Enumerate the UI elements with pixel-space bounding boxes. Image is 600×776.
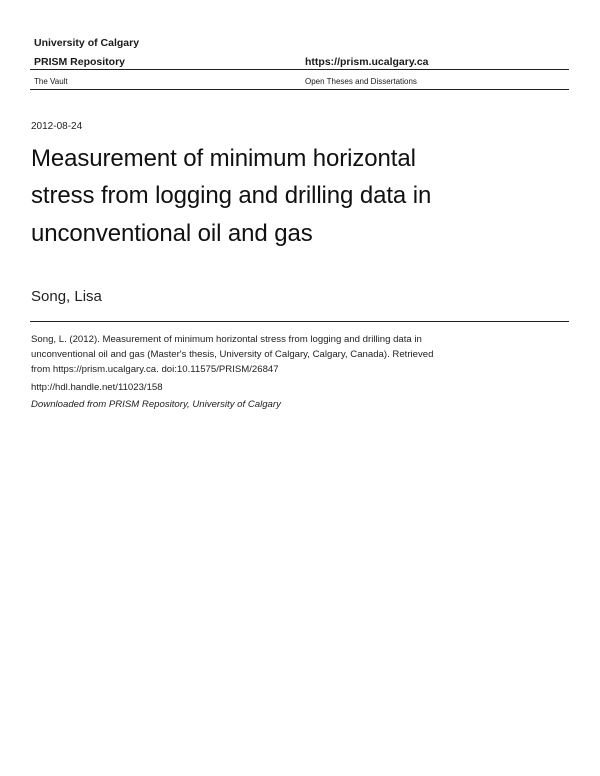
citation-line-2: unconventional oil and gas (Master's thesis, University of Calgary, Calgary, Canada). Retrieved (31, 349, 434, 360)
collection-type: Open Theses and Dissertations (305, 77, 417, 86)
download-source-note: Downloaded from PRISM Repository, University of Calgary (31, 399, 281, 410)
header-divider-bottom (30, 89, 569, 90)
thesis-title-line-1: Measurement of minimum horizontal (31, 145, 416, 172)
repository-url-link[interactable]: https://prism.ucalgary.ca (305, 56, 429, 68)
author-name: Song, Lisa (31, 288, 102, 305)
repository-name: PRISM Repository (34, 56, 126, 68)
thesis-title-line-2: stress from logging and drilling data in (31, 182, 432, 209)
publication-date: 2012-08-24 (31, 121, 83, 132)
collection-name: The Vault (34, 77, 68, 86)
author-divider (30, 321, 569, 322)
citation-line-3: from https://prism.ucalgary.ca. doi:10.11575/PRISM/26847 (31, 364, 279, 375)
citation-line-1: Song, L. (2012). Measurement of minimum horizontal stress from logging and drilling data in (31, 334, 422, 345)
institution-name: University of Calgary (34, 37, 140, 49)
header-divider-top (30, 69, 569, 70)
thesis-title-line-3: unconventional oil and gas (31, 220, 313, 247)
handle-link[interactable]: http://hdl.handle.net/11023/158 (31, 382, 163, 393)
